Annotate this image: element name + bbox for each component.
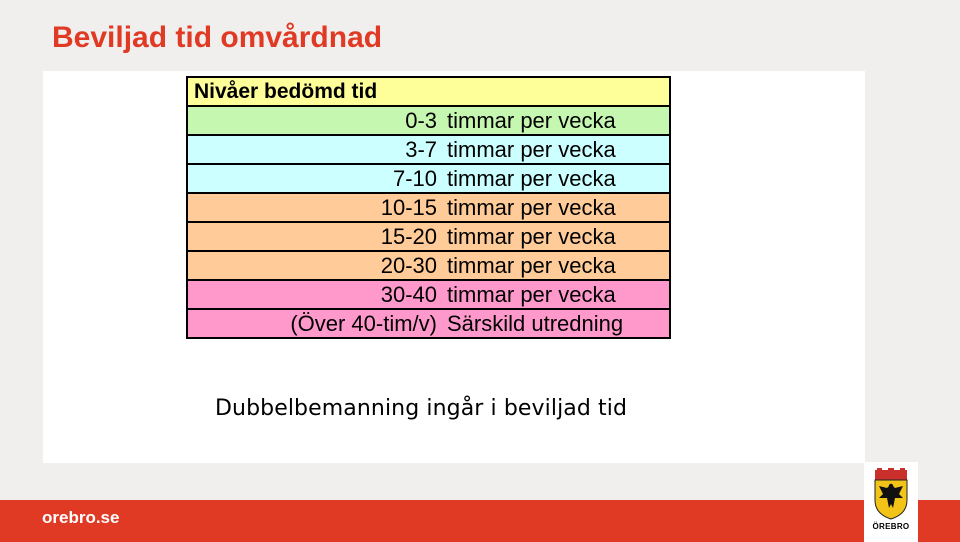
table-header-row xyxy=(187,77,670,106)
footer-bar xyxy=(0,500,960,542)
range-value: (Över 40-tim/v) xyxy=(290,311,437,336)
range-value: 15-20 xyxy=(380,224,437,249)
range-value: 7-10 xyxy=(392,166,437,191)
unit-label: Särskild utredning xyxy=(447,311,624,336)
table-row xyxy=(187,106,670,135)
range-value: 20-30 xyxy=(380,253,437,278)
table-row xyxy=(187,309,670,338)
table-row xyxy=(187,135,670,164)
note-text: Dubbelbemanning ingår i beviljad tid xyxy=(215,396,628,421)
table-row xyxy=(187,280,670,309)
logo-text: ÖREBRO xyxy=(872,522,910,531)
range-value: 30-40 xyxy=(380,282,437,307)
unit-label: timmar per vecka xyxy=(447,253,616,278)
unit-label: timmar per vecka xyxy=(447,137,616,162)
table-row xyxy=(187,164,670,193)
unit-label: timmar per vecka xyxy=(447,108,616,133)
footer-site-link[interactable]: orebro.se xyxy=(42,508,120,527)
table-row xyxy=(187,222,670,251)
range-value: 3-7 xyxy=(405,137,437,162)
slide-title: Beviljad tid omvårdnad xyxy=(52,21,383,54)
table-row xyxy=(187,251,670,280)
orebro-coat-of-arms-icon xyxy=(871,468,911,520)
unit-label: timmar per vecka xyxy=(447,224,616,249)
table-row xyxy=(187,193,670,222)
table-header: Nivåer bedömd tid xyxy=(187,77,670,106)
unit-label: timmar per vecka xyxy=(447,195,616,220)
range-value: 10-15 xyxy=(380,195,437,220)
orebro-logo xyxy=(864,462,918,542)
unit-label: timmar per vecka xyxy=(447,166,616,191)
unit-label: timmar per vecka xyxy=(447,282,616,307)
time-levels-table xyxy=(186,76,671,339)
range-value: 0-3 xyxy=(405,108,437,133)
